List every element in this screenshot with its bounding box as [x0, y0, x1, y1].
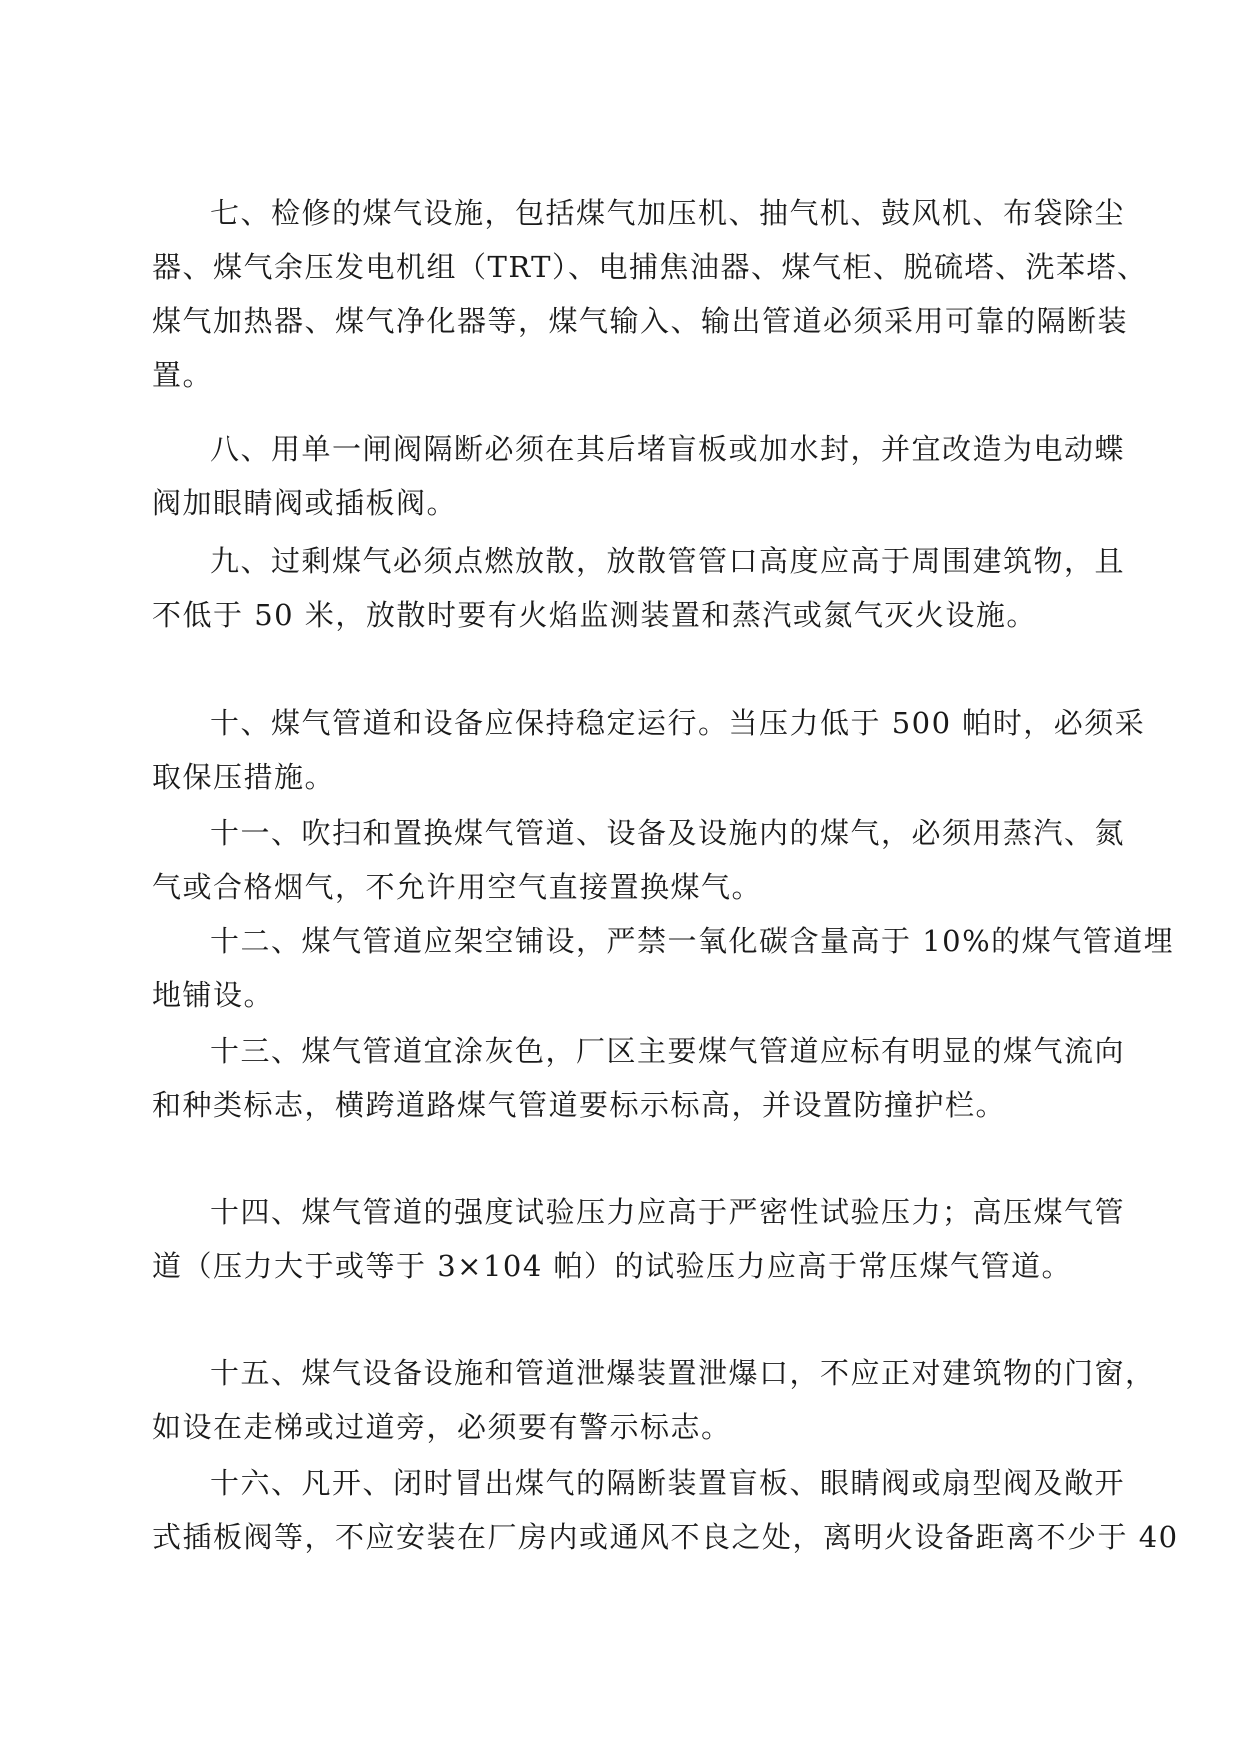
paragraph-7 — [152, 186, 1148, 402]
text-line: 阀加眼睛阀或插板阀。 — [152, 486, 458, 520]
paragraph-15 — [152, 1346, 1156, 1454]
paragraph-13 — [152, 1024, 1126, 1132]
text-line: 式插板阀等，不应安装在厂房内或通风不良之处，离明火设备距离不少于 40 — [152, 1520, 1179, 1554]
text-line: 十、煤气管道和设备应保持稳定运行。当压力低于 500 帕时，必须采 — [210, 706, 1146, 740]
text-line: 气或合格烟气，不允许用空气直接置换煤气。 — [152, 870, 763, 904]
paragraph-12 — [152, 914, 1175, 1022]
text-line: 地铺设。 — [152, 978, 275, 1012]
paragraph-10 — [152, 696, 1146, 804]
text-line: 十二、煤气管道应架空铺设，严禁一氧化碳含量高于 10%的煤气管道埋 — [210, 924, 1175, 958]
paragraph-14 — [152, 1185, 1126, 1293]
paragraph-8 — [152, 422, 1126, 530]
text-line: 器、煤气余压发电机组（TRT）、电捕焦油器、煤气柜、脱硫塔、洗苯塔、 — [152, 250, 1148, 284]
text-line: 取保压措施。 — [152, 760, 336, 794]
text-line: 十六、凡开、闭时冒出煤气的隔断装置盲板、眼睛阀或扇型阀及敞开 — [210, 1466, 1126, 1500]
paragraph-11 — [152, 806, 1126, 914]
text-line: 道（压力大于或等于 3×104 帕）的试验压力应高于常压煤气管道。 — [152, 1249, 1073, 1283]
paragraph-9 — [152, 534, 1126, 642]
text-line: 十三、煤气管道宜涂灰色，厂区主要煤气管道应标有明显的煤气流向 — [210, 1034, 1126, 1068]
paragraph-16 — [152, 1456, 1179, 1564]
text-line: 置。 — [152, 358, 214, 392]
text-line: 十四、煤气管道的强度试验压力应高于严密性试验压力；高压煤气管 — [210, 1195, 1126, 1229]
text-line: 煤气加热器、煤气净化器等，煤气输入、输出管道必须采用可靠的隔断装 — [152, 304, 1129, 338]
text-line: 八、用单一闸阀隔断必须在其后堵盲板或加水封，并宜改造为电动蝶 — [210, 432, 1126, 466]
text-line: 不低于 50 米，放散时要有火焰监测装置和蒸汽或氮气灭火设施。 — [152, 598, 1037, 632]
text-line: 七、检修的煤气设施，包括煤气加压机、抽气机、鼓风机、布袋除尘 — [210, 196, 1126, 230]
text-line: 和种类标志，横跨道路煤气管道要标示标高，并设置防撞护栏。 — [152, 1088, 1007, 1122]
text-line: 十五、煤气设备设施和管道泄爆装置泄爆口，不应正对建筑物的门窗， — [210, 1356, 1156, 1390]
text-line: 十一、吹扫和置换煤气管道、设备及设施内的煤气，必须用蒸汽、氮 — [210, 816, 1126, 850]
text-line: 如设在走梯或过道旁，必须要有警示标志。 — [152, 1410, 732, 1444]
text-line: 九、过剩煤气必须点燃放散，放散管管口高度应高于周围建筑物，且 — [210, 544, 1126, 578]
